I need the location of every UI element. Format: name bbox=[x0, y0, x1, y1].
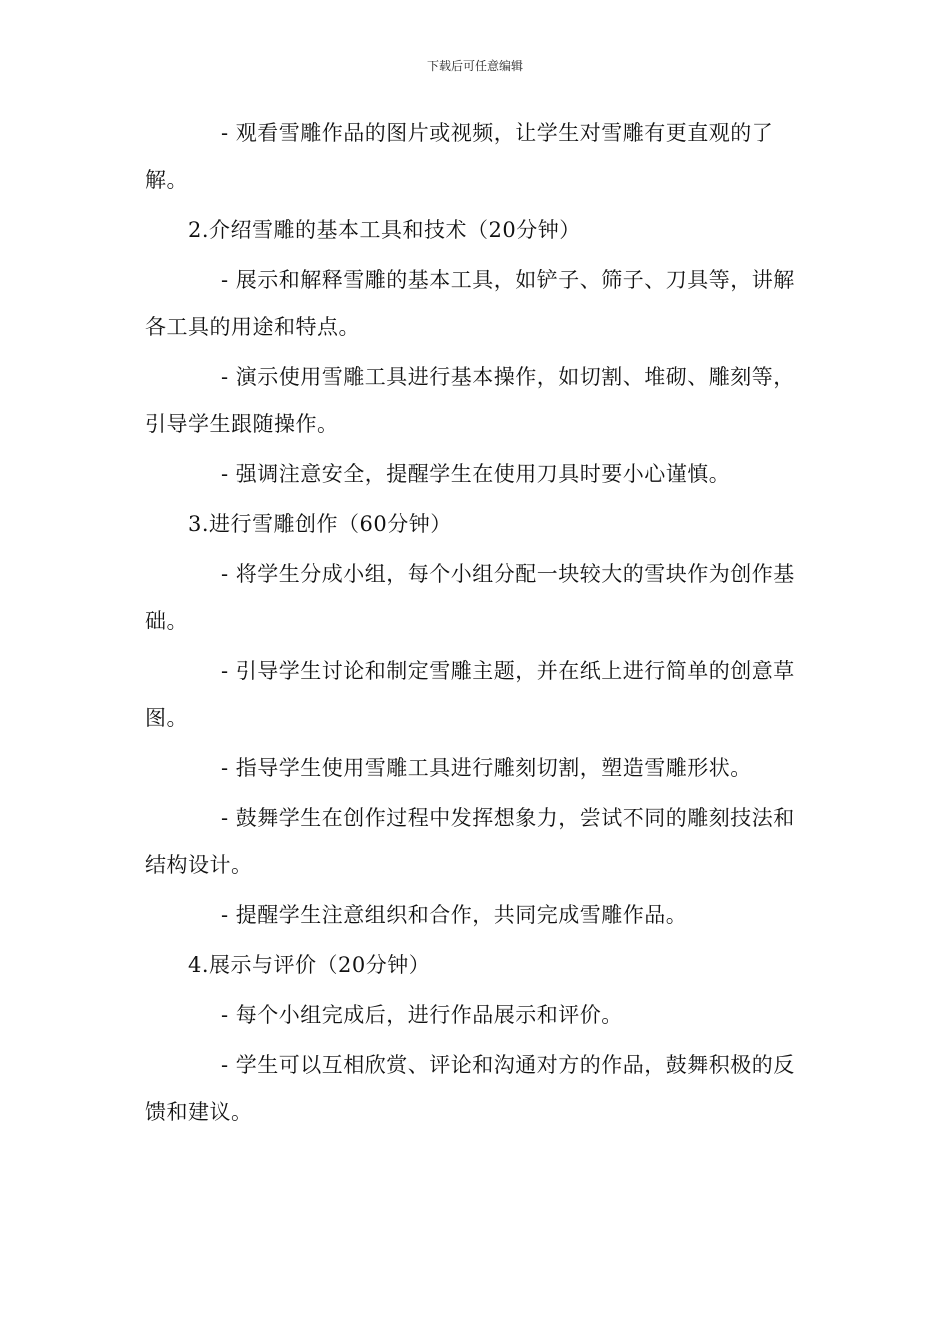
bullet-paragraph: - 鼓舞学生在创作过程中发挥想象力，尝试不同的雕刻技法和结构设计。 bbox=[145, 806, 795, 877]
bullet-paragraph: - 演示使用雪雕工具进行基本操作，如切割、堆砌、雕刻等，引导学生跟随操作。 bbox=[145, 365, 795, 436]
bullet-paragraph: - 指导学生使用雪雕工具进行雕刻切割，塑造雪雕形状。 bbox=[221, 756, 752, 780]
bullet-paragraph: - 每个小组完成后，进行作品展示和评价。 bbox=[221, 1003, 623, 1027]
bullet-paragraph: - 学生可以互相欣赏、评论和沟通对方的作品，鼓舞积极的反馈和建议。 bbox=[145, 1053, 795, 1124]
bullet-paragraph: - 展示和解释雪雕的基本工具，如铲子、筛子、刀具等，讲解各工具的用途和特点。 bbox=[145, 268, 795, 339]
section-heading: 4.展示与评价（20分钟） bbox=[188, 953, 431, 977]
bullet-paragraph: - 观看雪雕作品的图片或视频，让学生对雪雕有更直观的了解。 bbox=[145, 121, 774, 192]
page-header-note: 下载后可任意编辑 bbox=[426, 59, 523, 73]
bullet-paragraph: - 强调注意安全，提醒学生在使用刀具时要小心谨慎。 bbox=[221, 462, 731, 486]
document-body bbox=[145, 110, 807, 1139]
section-heading: 3.进行雪雕创作（60分钟） bbox=[188, 512, 452, 536]
bullet-paragraph: - 提醒学生注意组织和合作，共同完成雪雕作品。 bbox=[221, 903, 688, 927]
bullet-paragraph: - 将学生分成小组，每个小组分配一块较大的雪块作为创作基础。 bbox=[145, 562, 795, 633]
section-heading: 2.介绍雪雕的基本工具和技术（20分钟） bbox=[188, 218, 581, 242]
bullet-paragraph: - 引导学生讨论和制定雪雕主题，并在纸上进行简单的创意草图。 bbox=[145, 659, 795, 730]
